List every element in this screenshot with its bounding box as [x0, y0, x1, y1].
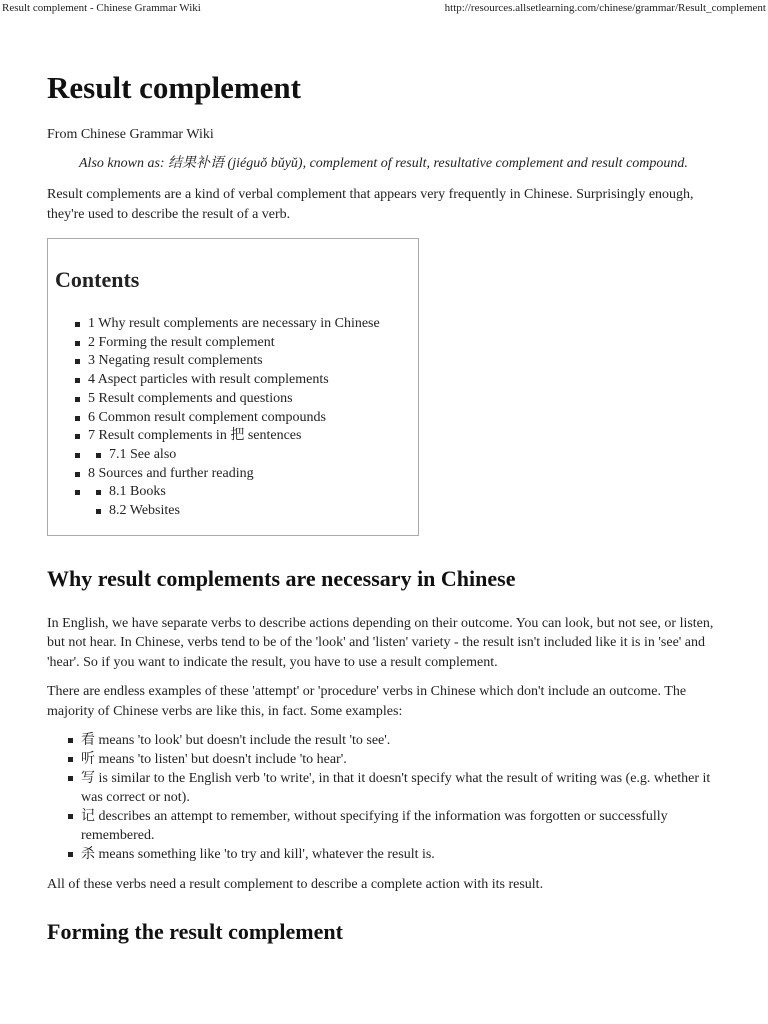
example-item: 看 means 'to look' but doesn't include the result 'to see'.	[68, 731, 717, 750]
toc-item-3[interactable]: 3 Negating result complements	[75, 352, 418, 371]
intro-paragraph: Result complements are a kind of verbal complement that appears very frequently in Chinese. Surprisingly enough, they're used to describe the result of a verb.	[47, 187, 694, 222]
table-of-contents	[47, 238, 419, 536]
toc-subitem-8-wrapper	[75, 483, 418, 520]
print-url: http://resources.allsetlearning.com/chinese/grammar/Result_complement	[444, 2, 766, 14]
toc-item-8-1[interactable]: 8.1 Books	[96, 483, 418, 502]
toc-item-1[interactable]: 1 Why result complements are necessary in Chinese	[75, 315, 418, 334]
section1-paragraph-3: All of these verbs need a result complement to describe a complete action with its result.	[47, 877, 544, 893]
section-heading-why: Why result complements are necessary in Chinese	[47, 565, 516, 591]
article-content	[47, 68, 717, 967]
section-heading-forming: Forming the result complement	[47, 918, 343, 944]
example-item: 杀 means something like 'to try and kill', whatever the result is.	[68, 845, 717, 864]
example-item: 听 means 'to listen' but doesn't include 'to hear'.	[68, 750, 717, 769]
toc-item-8-2[interactable]: 8.2 Websites	[96, 502, 418, 521]
toc-title: Contents	[55, 267, 140, 292]
page-title: Result complement	[47, 70, 301, 105]
section1-paragraph-2: There are endless examples of these 'attempt' or 'procedure' verbs in Chinese which don't include an outcome. The majority of Chinese verbs are like this, in fact. Some examples:	[47, 684, 687, 719]
toc-list	[55, 315, 418, 521]
also-known-as: Also known as: 结果补语 (jiéguǒ bǔyǔ), complement of result, resultative complement and result compound.	[79, 156, 688, 171]
examples-list	[47, 731, 717, 864]
toc-item-4[interactable]: 4 Aspect particles with result complements	[75, 371, 418, 390]
toc-subitem-7-1-wrapper	[75, 446, 418, 465]
toc-item-5[interactable]: 5 Result complements and questions	[75, 390, 418, 409]
example-item: 记 describes an attempt to remember, without specifying if the information was forgotten or successfully remembered.	[68, 807, 717, 845]
toc-item-7[interactable]: 7 Result complements in 把 sentences	[75, 427, 418, 446]
toc-sublist-8	[75, 483, 418, 520]
section1-paragraph-1: In English, we have separate verbs to describe actions depending on their outcome. You can look, but not see, or listen, but not hear. In Chinese, verbs tend to be of the 'look' and 'listen' variety - the result isn't included like it is in 'see' and 'hear'. So if you want to indicate the result, you have to use a result complement.	[47, 615, 714, 670]
toc-item-6[interactable]: 6 Common result complement compounds	[75, 409, 418, 428]
print-page-title: Result complement - Chinese Grammar Wiki	[2, 2, 201, 14]
print-header	[0, 0, 768, 16]
site-subtitle: From Chinese Grammar Wiki	[47, 127, 214, 142]
toc-sublist-7	[75, 446, 418, 465]
toc-item-2[interactable]: 2 Forming the result complement	[75, 334, 418, 353]
example-item: 写 is similar to the English verb 'to write', in that it doesn't specify what the result of writing was (e.g. whether it was correct or not).	[68, 769, 717, 807]
toc-item-8[interactable]: 8 Sources and further reading	[75, 465, 418, 484]
toc-item-7-1[interactable]: 7.1 See also	[96, 446, 418, 465]
